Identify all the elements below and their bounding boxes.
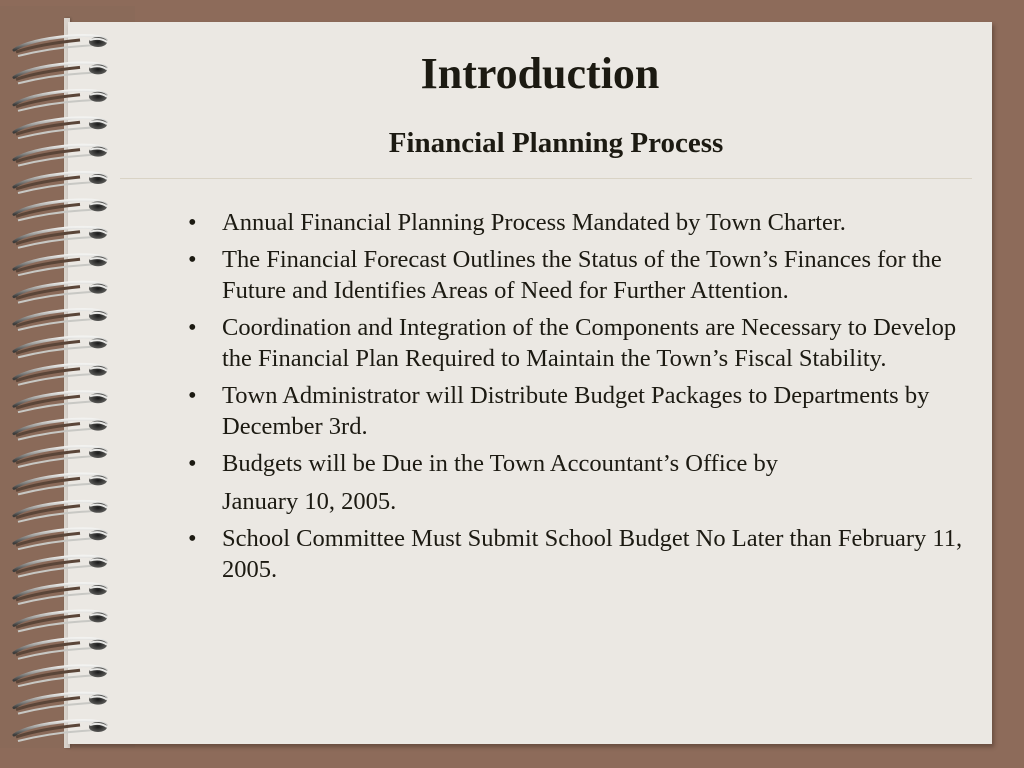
bullet-icon: • bbox=[188, 450, 197, 477]
spiral-ring-icon bbox=[14, 501, 107, 522]
bullet-item bbox=[186, 207, 976, 238]
spiral-ring-icon bbox=[14, 255, 107, 276]
spiral-ring-icon bbox=[14, 200, 107, 221]
bullet-text: Town Administrator will Distribute Budget Packages to Departments by December 3rd. bbox=[222, 382, 930, 440]
bullet-item bbox=[186, 312, 976, 374]
slide-title: Introduction bbox=[420, 49, 660, 98]
bullet-item bbox=[186, 523, 976, 585]
bullet-item bbox=[186, 448, 976, 517]
bullet-icon: • bbox=[188, 525, 197, 552]
spiral-ring-icon bbox=[14, 556, 107, 577]
spiral-ring-icon bbox=[14, 392, 107, 413]
spiral-ring-icon bbox=[14, 638, 107, 659]
bullet-icon: • bbox=[188, 209, 197, 236]
spiral-ring-icon bbox=[14, 529, 107, 550]
spiral-ring-icon bbox=[14, 364, 107, 385]
bullet-list bbox=[186, 207, 976, 591]
bullet-text-continuation: January 10, 2005. bbox=[222, 488, 397, 515]
spiral-ring-icon bbox=[14, 721, 107, 742]
spiral-ring-icon bbox=[14, 173, 107, 194]
bullet-icon: • bbox=[188, 246, 197, 273]
bullet-text: Coordination and Integration of the Components are Necessary to Develop the Financial Plan Required to Maintain the Town’s Fiscal Stability. bbox=[222, 314, 957, 372]
bullet-text: School Committee Must Submit School Budget No Later than February 11, 2005. bbox=[222, 525, 963, 583]
spiral-ring-icon bbox=[14, 666, 107, 687]
spiral-ring-icon bbox=[14, 310, 107, 331]
bullet-text: The Financial Forecast Outlines the Status of the Town’s Finances for the Future and Identifies Areas of Need for Further Attention. bbox=[222, 246, 942, 304]
bullet-item bbox=[186, 380, 976, 442]
spiral-ring-icon bbox=[14, 584, 107, 605]
bullet-icon: • bbox=[188, 382, 197, 409]
title-divider bbox=[120, 178, 972, 179]
spiral-ring-icon bbox=[14, 693, 107, 714]
spiral-ring-icon bbox=[14, 337, 107, 358]
spiral-ring-icon bbox=[14, 282, 107, 303]
bullet-item bbox=[186, 244, 976, 306]
slide-subtitle: Financial Planning Process bbox=[388, 127, 724, 159]
spiral-ring-icon bbox=[14, 447, 107, 468]
bullet-text: Annual Financial Planning Process Mandated by Town Charter. bbox=[222, 209, 846, 236]
spiral-ring-icon bbox=[14, 227, 107, 248]
spiral-ring-icon bbox=[14, 419, 107, 440]
bullet-icon: • bbox=[188, 314, 197, 341]
bullet-text: Budgets will be Due in the Town Accountant’s Office by bbox=[222, 450, 779, 477]
spiral-ring-icon bbox=[14, 474, 107, 495]
spiral-ring-icon bbox=[14, 611, 107, 632]
